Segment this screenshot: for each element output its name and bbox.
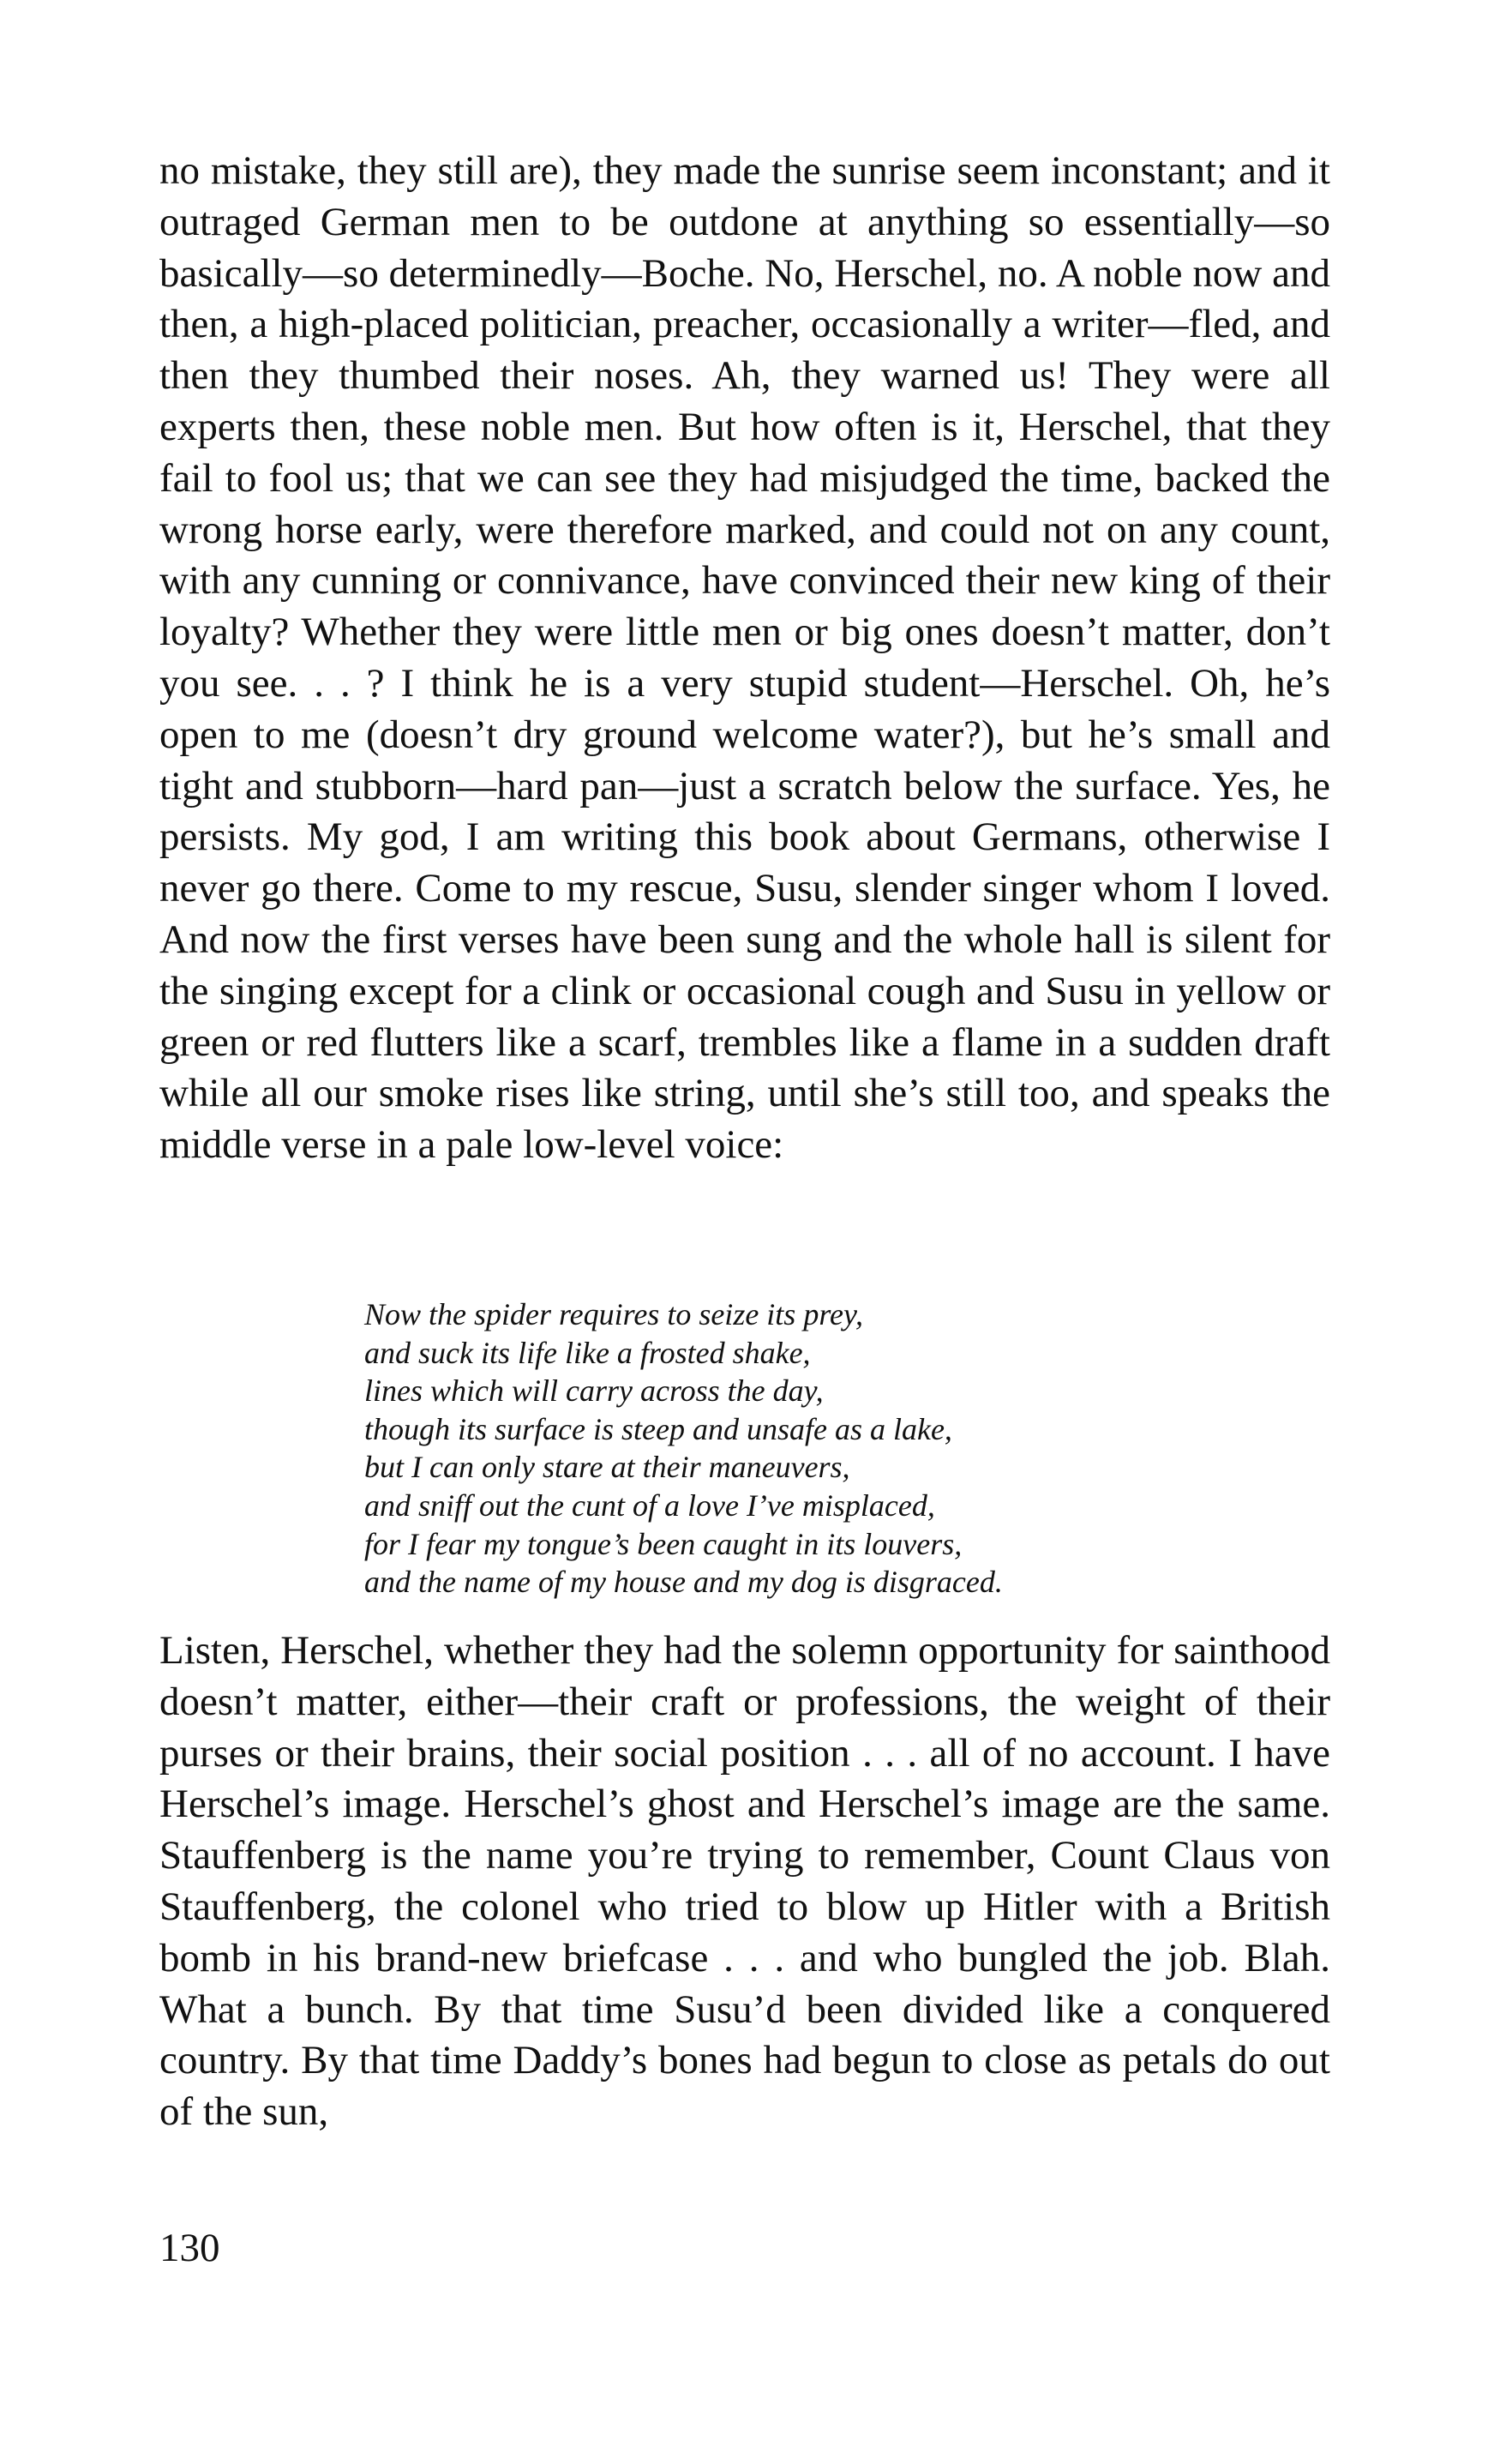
paragraph-opening: no mistake, they still are), they made the sunrise seem inconstant; and it outraged German men to be outdone at anything so essentially—so basically—so determinedly—Boche. No, Herschel, no. A noble now and then, a high-placed politician, preacher, occasionally a writer—fled, and then they thumbed their noses. Ah, they warned us! They were all experts then, these noble men. But how often is it, Herschel, that they fail to fool us; that we can see they had misjudged the time, backed the wrong horse early, were therefore marked, and could not on any count, with any cunning or connivance, have convinced their new king of their loyalty? Whether they were little men or big ones doesn’t matter, don’t you see. . . ? I think he is a very stupid student—Herschel. Oh, he’s open to me (doesn’t dry ground welcome water?), but he’s small and tight and stubborn—hard pan—just a scratch below the surface. Yes, he persists. My god, I am writing this book about Germans, otherwise I never go there. Come to my rescue, Susu, slender singer whom I loved. And now the first verses have been sung and the whole hall is silent for the singing except for a clink or occasional cough and Susu in yellow or green or red flutters like a scarf, trembles like a flame in a sudden draft while all our smoke rises like string, until she’s still too, and speaks the middle verse in a pale low-level voice: [159, 148, 1330, 1168]
poem-line: and suck its life like a frosted shake, [364, 1335, 811, 1370]
poem-line: though its surface is steep and unsafe as a lake, [364, 1411, 952, 1446]
page-number: 130 [159, 2226, 220, 2270]
poem-line: lines which will carry across the day, [364, 1373, 824, 1409]
poem-stanza [364, 1295, 1307, 1602]
poem-line: and the name of my house and my dog is disgraced. [364, 1565, 1003, 1600]
poem-line: but I can only stare at their maneuvers, [364, 1450, 850, 1485]
poem-line: for I fear my tongue’s been caught in its louvers, [364, 1526, 963, 1561]
poem-line: and sniff out the cunt of a love I’ve misplaced, [364, 1487, 935, 1523]
poem-line: Now the spider requires to seize its prey, [364, 1297, 863, 1331]
paragraph-continuation: Listen, Herschel, whether they had the solemn opportunity for sainthood doesn’t matter, either—their craft or professions, the weight of their purses or their brains, their social position . . . all of no account. I have Herschel’s image. Herschel’s ghost and Herschel’s image are the same. Stauffenberg is the name you’re trying to remember, Count Claus von Stauffenberg, the colonel who tried to blow up Hitler with a British bomb in his brand-new briefcase . . . and who bungled the job. Blah. What a bunch. By that time Susu’d been divided like a conquered country. By that time Daddy’s bones had begun to close as petals do out of the sun, [159, 1628, 1330, 2135]
